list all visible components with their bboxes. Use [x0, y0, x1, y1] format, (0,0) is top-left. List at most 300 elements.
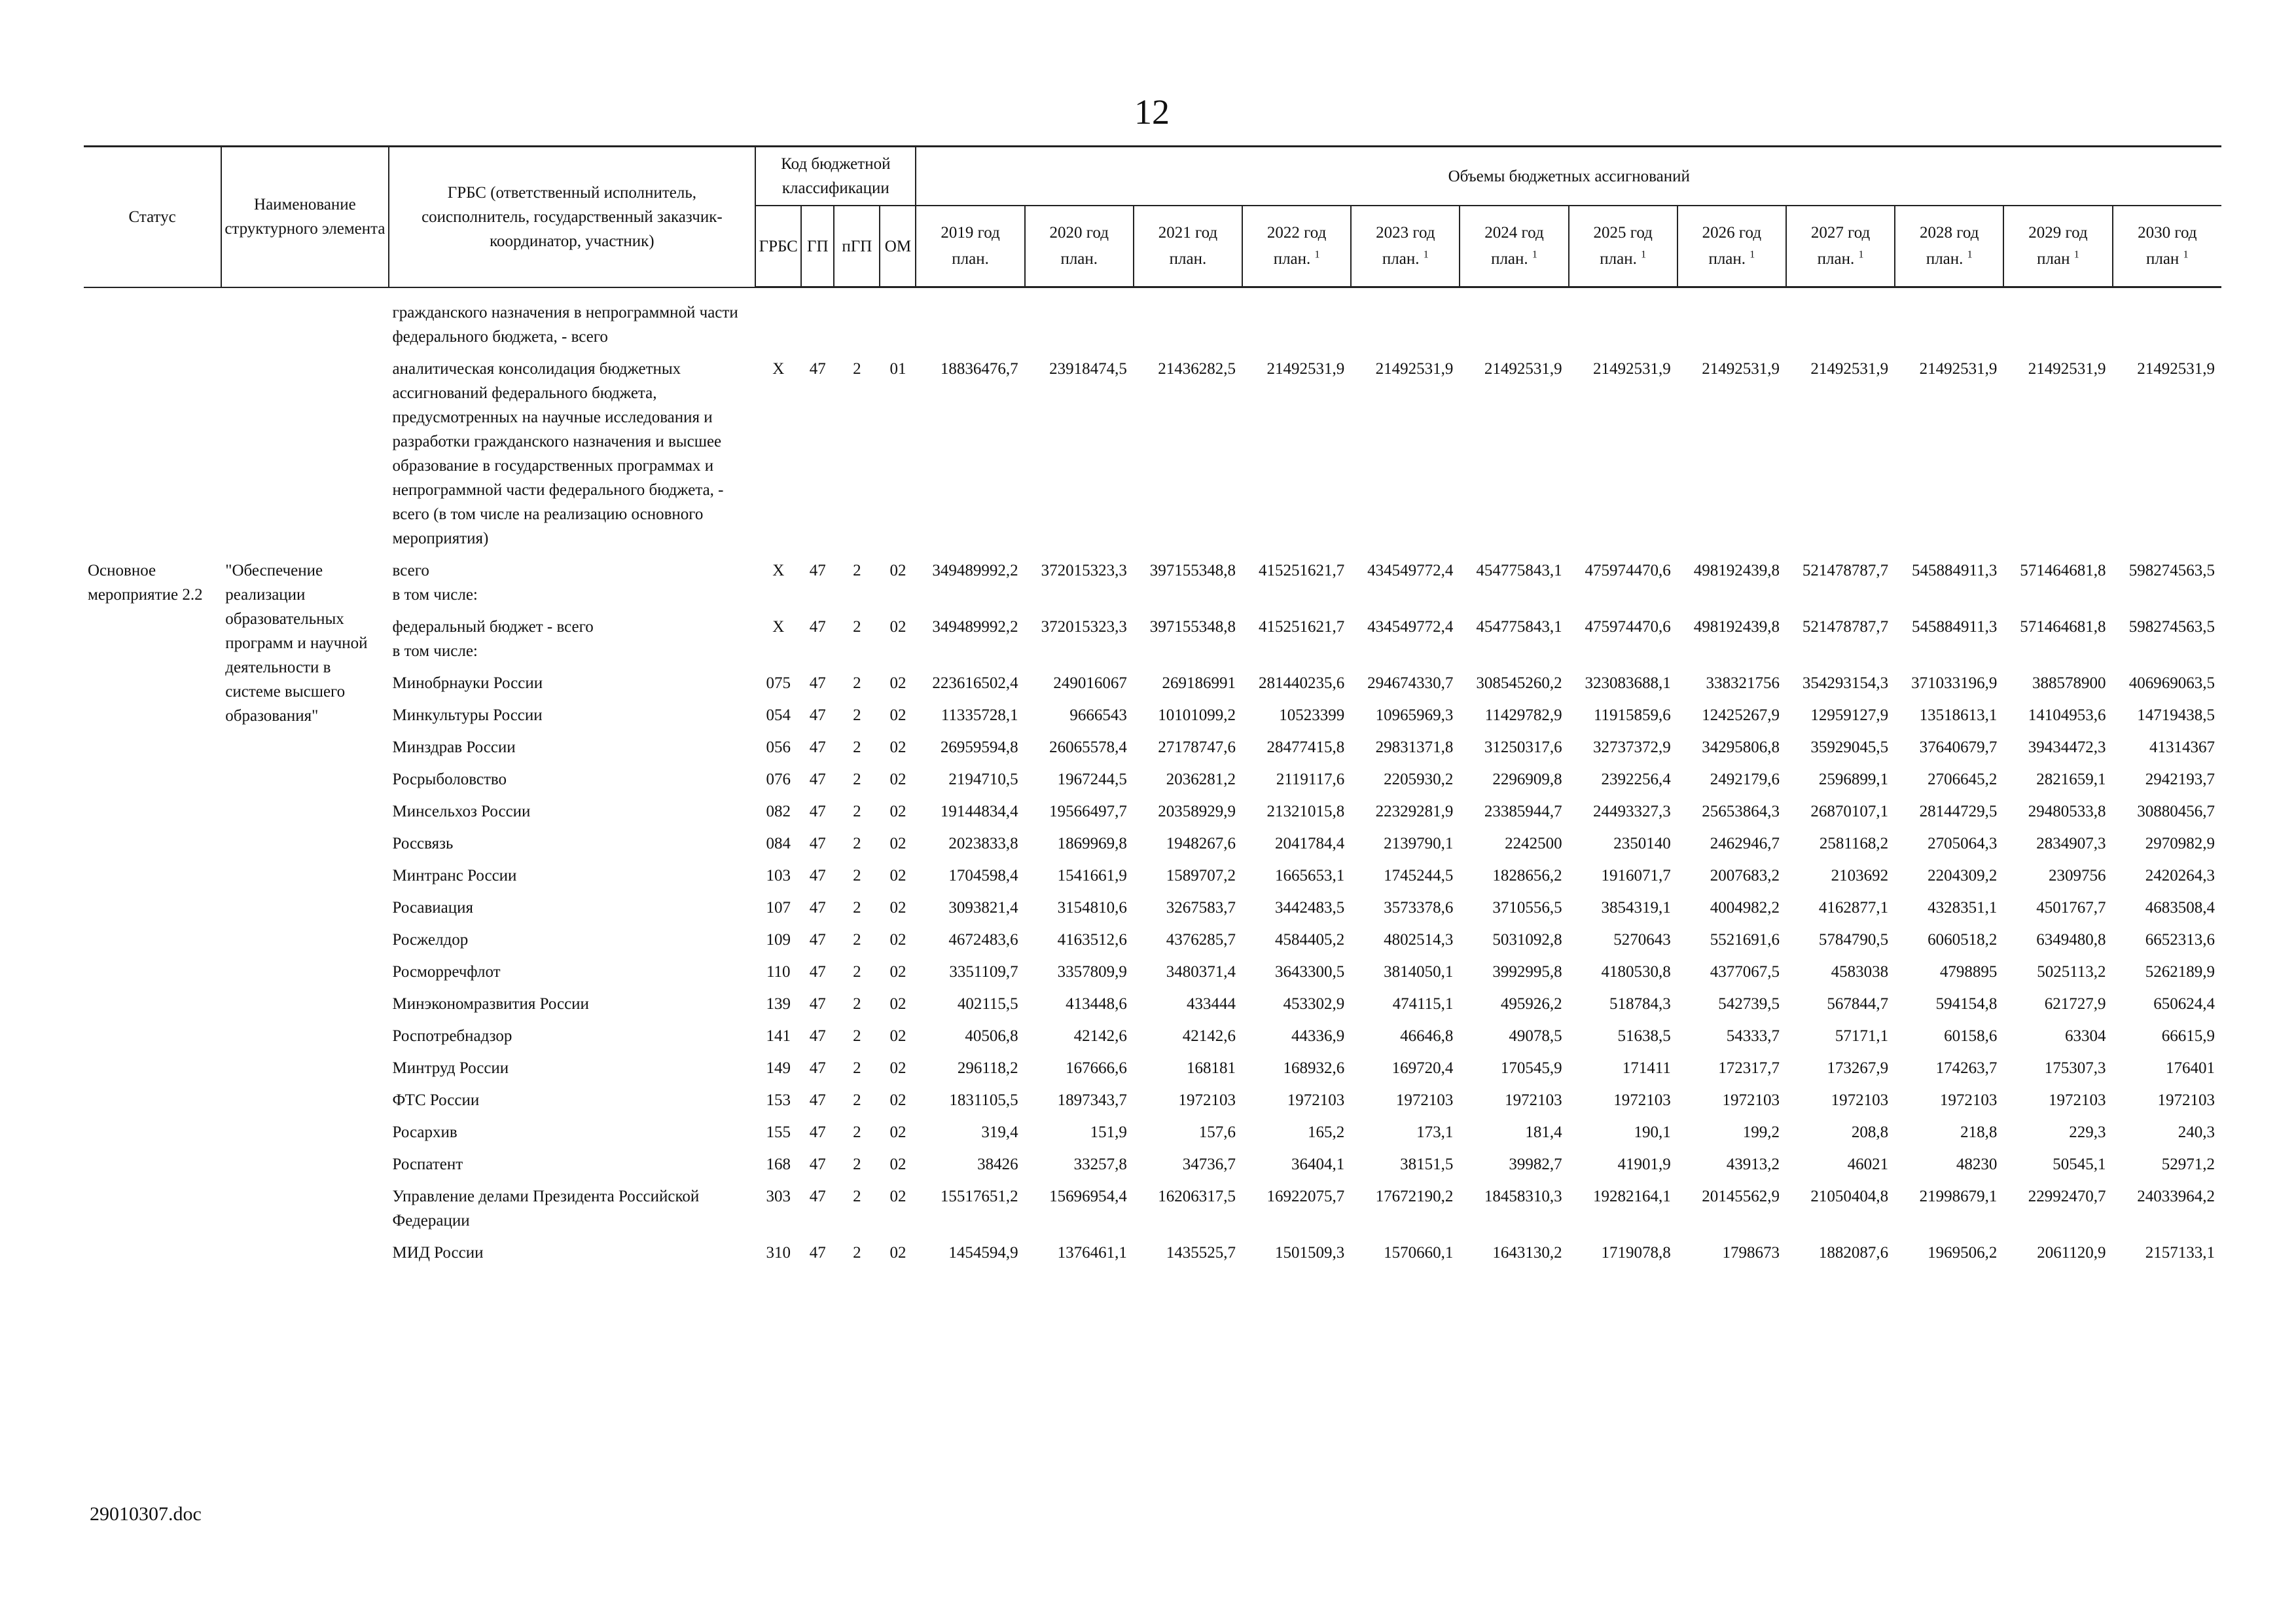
value-cell: 415251621,7	[1258, 618, 1345, 636]
value-cell: 12425267,9	[1702, 706, 1780, 724]
element-name-cell	[221, 1180, 388, 1236]
value-cell: 3814050,1	[1384, 963, 1454, 981]
code-cell: 02	[889, 1244, 906, 1262]
value-cell: 349489992,2	[932, 618, 1018, 636]
page-number: 12	[1134, 92, 1170, 132]
element-name-cell: "Обеспечение реализации образовательных программ и научной деятельности в системе высшего образования"	[225, 562, 368, 725]
value-cell: 3267583,7	[1166, 899, 1236, 917]
header-year-label: 2028 год	[1920, 224, 1979, 242]
value-cell: 44336,9	[1291, 1027, 1345, 1045]
code-cell: 2	[853, 867, 861, 884]
value-cell: 650624,4	[2153, 995, 2215, 1013]
value-cell: 2103692	[1831, 867, 1889, 884]
value-cell: 1501509,3	[1274, 1244, 1345, 1262]
table-row	[84, 699, 2221, 731]
value-cell: 2242500	[1505, 835, 1562, 852]
value-cell: 4328351,1	[1928, 899, 1998, 917]
value-cell: 406969063,5	[2128, 674, 2215, 692]
value-cell: 1798673	[1722, 1244, 1780, 1262]
status-cell	[84, 891, 221, 923]
header-code-pgp: пГП	[834, 206, 880, 287]
value-cell: 598274563,5	[2128, 562, 2215, 579]
status-cell	[84, 610, 221, 666]
code-cell: 02	[889, 1059, 906, 1077]
grbs-cell	[389, 827, 756, 859]
value-cell: 1972103	[1831, 1091, 1889, 1109]
value-cell: 402115,5	[957, 995, 1018, 1013]
value-cell: 5262189,9	[2145, 963, 2215, 981]
value-cell: 14104953,6	[2028, 706, 2106, 724]
header-year-label: 2021 год	[1158, 224, 1218, 242]
value-cell: 4798895	[1939, 963, 1998, 981]
value-cell: 171411	[1622, 1059, 1671, 1077]
status-cell	[84, 923, 221, 955]
header-plan-label: план	[2145, 250, 2179, 268]
value-cell: 308545260,2	[1476, 674, 1562, 692]
element-name-cell	[221, 1084, 388, 1116]
header-year-label: 2027 год	[1810, 224, 1871, 242]
grbs-cell	[389, 987, 756, 1019]
value-cell: 372015323,3	[1041, 618, 1127, 636]
status-cell	[84, 1236, 221, 1268]
value-cell: 10101099,2	[1158, 706, 1236, 724]
status-cell	[84, 352, 221, 554]
table-row	[84, 1236, 2221, 1268]
value-cell: 240,3	[2178, 1123, 2215, 1141]
grbs-cell	[389, 1019, 756, 1051]
header-year-2019	[916, 206, 1024, 287]
value-cell: 3643300,5	[1274, 963, 1345, 981]
code-cell: 47	[809, 931, 826, 949]
code-cell: X	[772, 562, 785, 579]
value-cell: 4162877,1	[1818, 899, 1889, 917]
value-cell: 521478787,7	[1802, 618, 1889, 636]
grbs-cell	[389, 554, 756, 610]
code-cell: 47	[809, 1244, 826, 1262]
code-cell: 2	[853, 803, 861, 820]
value-cell: 2705064,3	[1928, 835, 1998, 852]
code-cell: 2	[853, 674, 861, 692]
value-cell	[1025, 296, 1134, 352]
table-row	[84, 666, 2221, 699]
value-cell: 151,9	[1090, 1123, 1127, 1141]
status-cell	[84, 666, 221, 699]
value-cell: 2205930,2	[1384, 771, 1454, 788]
value-cell: 2581168,2	[1819, 835, 1889, 852]
value-cell: 269186991	[1162, 674, 1236, 692]
value-cell: 2296909,8	[1492, 771, 1562, 788]
grbs-label: гражданского назначения в непрограммной части федерального бюджета, - всего	[392, 304, 738, 346]
value-cell: 1972103	[1505, 1091, 1562, 1109]
grbs-cell	[389, 352, 756, 554]
value-cell: 2139790,1	[1384, 835, 1454, 852]
value-cell: 36404,1	[1291, 1156, 1345, 1173]
value-cell	[1895, 296, 2003, 352]
code-cell: 02	[889, 995, 906, 1013]
value-cell: 3854319,1	[1601, 899, 1671, 917]
code-cell: 075	[766, 674, 791, 692]
table-row	[84, 1180, 2221, 1236]
table-row	[84, 610, 2221, 666]
value-cell: 190,1	[1634, 1123, 1671, 1141]
grbs-label: Россвязь	[392, 835, 454, 852]
code-cell: 47	[809, 803, 826, 820]
value-cell: 5025113,2	[2037, 963, 2106, 981]
table-row	[84, 923, 2221, 955]
code-cell: 47	[809, 674, 826, 692]
value-cell: 3573378,6	[1384, 899, 1454, 917]
code-cell: 153	[766, 1091, 791, 1109]
value-cell: 474115,1	[1392, 995, 1454, 1013]
code-cell: 02	[889, 739, 906, 756]
value-cell: 15517651,2	[940, 1188, 1018, 1205]
value-cell: 1828656,2	[1492, 867, 1562, 884]
value-cell: 1972103	[2049, 1091, 2106, 1109]
header-year-label: 2030 год	[2138, 224, 2197, 242]
value-cell: 453302,9	[1283, 995, 1345, 1013]
code-cell: 02	[889, 803, 906, 820]
value-cell: 1541661,9	[1057, 867, 1127, 884]
status-cell	[84, 296, 221, 352]
header-year-2021	[1134, 206, 1242, 287]
value-cell: 1916071,7	[1601, 867, 1671, 884]
value-cell: 223616502,4	[932, 674, 1018, 692]
value-cell: 199,2	[1742, 1123, 1780, 1141]
footnote-mark: 1	[1749, 249, 1755, 261]
value-cell: 571464681,8	[2020, 618, 2106, 636]
element-name-cell	[221, 795, 388, 827]
value-cell: 1972103	[1613, 1091, 1671, 1109]
grbs-label: Минсельхоз России	[392, 803, 531, 820]
value-cell: 249016067	[1053, 674, 1127, 692]
budget-table	[84, 145, 2221, 1268]
grbs-label: Минкультуры России	[392, 706, 543, 724]
footnote-mark: 1	[1532, 249, 1537, 261]
value-cell: 542739,5	[1718, 995, 1780, 1013]
value-cell: 1972103	[1178, 1091, 1236, 1109]
value-cell: 1967244,5	[1057, 771, 1127, 788]
value-cell: 218,8	[1960, 1123, 1998, 1141]
value-cell: 1570660,1	[1384, 1244, 1454, 1262]
value-cell: 1704598,4	[948, 867, 1018, 884]
code-cell: 47	[809, 562, 826, 579]
value-cell: 43913,2	[1726, 1156, 1780, 1173]
code-cell: 155	[766, 1123, 791, 1141]
header-plan-label: план.	[1600, 250, 1637, 268]
code-cell: 2	[853, 1059, 861, 1077]
table-row	[84, 1084, 2221, 1116]
code-cell: 2	[853, 963, 861, 981]
value-cell: 5270643	[1613, 931, 1671, 949]
grbs-cell	[389, 1148, 756, 1180]
header-code-gp: ГП	[801, 206, 834, 287]
value-cell: 2492179,6	[1710, 771, 1780, 788]
value-cell: 10523399	[1279, 706, 1345, 724]
value-cell: 338321756	[1706, 674, 1780, 692]
code-cell: X	[772, 360, 785, 378]
grbs-cell	[389, 1051, 756, 1084]
element-name-cell	[221, 1236, 388, 1268]
value-cell: 21436282,5	[1158, 360, 1236, 378]
value-cell: 52971,2	[2161, 1156, 2215, 1173]
value-cell: 22329281,9	[1375, 803, 1454, 820]
code-cell: X	[772, 618, 785, 636]
table-row	[84, 859, 2221, 891]
status-cell	[84, 987, 221, 1019]
value-cell: 21321015,8	[1266, 803, 1345, 820]
table-row	[84, 352, 2221, 554]
header-year-label: 2029 год	[2028, 224, 2088, 242]
table-row	[84, 731, 2221, 763]
value-cell: 39982,7	[1509, 1156, 1562, 1173]
code-cell: 103	[766, 867, 791, 884]
header-status: Статус	[84, 147, 221, 287]
code-cell: 2	[853, 1188, 861, 1205]
grbs-sublabel: в том числе:	[392, 642, 478, 660]
value-cell: 10965969,3	[1375, 706, 1454, 724]
value-cell	[1134, 296, 1242, 352]
status-cell	[84, 731, 221, 763]
value-cell: 2204309,2	[1928, 867, 1998, 884]
status-cell	[84, 763, 221, 795]
table-row	[84, 1051, 2221, 1084]
status-cell	[84, 1148, 221, 1180]
value-cell: 23918474,5	[1049, 360, 1127, 378]
code-cell: 2	[853, 1027, 861, 1045]
header-plan-label: план.	[952, 250, 989, 268]
value-cell: 2194710,5	[948, 771, 1018, 788]
value-cell: 16922075,7	[1266, 1188, 1345, 1205]
value-cell: 169720,4	[1391, 1059, 1454, 1077]
value-cell: 24033964,2	[2137, 1188, 2215, 1205]
value-cell: 2706645,2	[1928, 771, 1998, 788]
value-cell: 21492531,9	[1810, 360, 1889, 378]
grbs-label: Минэкономразвития России	[392, 995, 589, 1013]
table-row	[84, 827, 2221, 859]
grbs-cell	[389, 859, 756, 891]
value-cell: 26870107,1	[1810, 803, 1889, 820]
status-cell	[84, 1051, 221, 1084]
code-cell: 2	[853, 771, 861, 788]
value-cell: 40506,8	[965, 1027, 1018, 1045]
code-cell: 47	[809, 867, 826, 884]
grbs-cell	[389, 795, 756, 827]
status-cell: Основное мероприятие 2.2	[88, 562, 203, 604]
header-name: Наименование структурного элемента	[221, 147, 388, 287]
value-cell: 29480533,8	[2028, 803, 2106, 820]
value-cell: 170545,9	[1500, 1059, 1562, 1077]
value-cell: 63304	[2065, 1027, 2106, 1045]
code-cell: 168	[766, 1156, 791, 1173]
header-year-label: 2022 год	[1266, 224, 1327, 242]
value-cell: 168181	[1187, 1059, 1236, 1077]
value-cell: 2392256,4	[1601, 771, 1671, 788]
element-name-cell	[221, 1148, 388, 1180]
value-cell: 19282164,1	[1593, 1188, 1671, 1205]
header-plan-label: план.	[1817, 250, 1855, 268]
code-cell: 084	[766, 835, 791, 852]
value-cell: 176401	[2166, 1059, 2215, 1077]
grbs-label: Росархив	[392, 1123, 457, 1141]
code-cell: 02	[889, 867, 906, 884]
value-cell: 498192439,8	[1693, 562, 1780, 579]
value-cell: 2119117,6	[1276, 771, 1345, 788]
value-cell: 413448,6	[1066, 995, 1127, 1013]
code-cell: 02	[889, 1091, 906, 1109]
value-cell: 349489992,2	[932, 562, 1018, 579]
header-plan-label: план	[2037, 250, 2070, 268]
value-cell: 454775843,1	[1476, 618, 1562, 636]
value-cell: 2462946,7	[1710, 835, 1780, 852]
code-cell: 2	[853, 739, 861, 756]
status-cell	[84, 955, 221, 987]
grbs-cell	[389, 666, 756, 699]
code-cell: 02	[889, 1156, 906, 1173]
code-cell	[801, 296, 834, 352]
code-cell: 02	[889, 674, 906, 692]
value-cell: 388578900	[2032, 674, 2106, 692]
header-year-2030	[2113, 206, 2221, 287]
status-cell	[84, 827, 221, 859]
header-plan-label: план.	[1708, 250, 1746, 268]
value-cell: 1665653,1	[1274, 867, 1345, 884]
code-cell: 47	[809, 1156, 826, 1173]
value-cell: 1869969,8	[1057, 835, 1127, 852]
value-cell: 3710556,5	[1492, 899, 1562, 917]
value-cell: 21492531,9	[2137, 360, 2215, 378]
value-cell	[2113, 296, 2221, 352]
header-code-om: ОМ	[880, 206, 916, 287]
header-year-label: 2020 год	[1049, 224, 1109, 242]
header-year-2027	[1786, 206, 1895, 287]
value-cell: 6060518,2	[1928, 931, 1998, 949]
value-cell: 1435525,7	[1166, 1244, 1236, 1262]
value-cell: 4377067,5	[1710, 963, 1780, 981]
value-cell: 397155348,8	[1149, 618, 1236, 636]
value-cell: 475974470,6	[1585, 562, 1671, 579]
value-cell: 41901,9	[1617, 1156, 1671, 1173]
value-cell: 1882087,6	[1818, 1244, 1889, 1262]
value-cell: 23385944,7	[1484, 803, 1562, 820]
value-cell: 1969506,2	[1928, 1244, 1998, 1262]
value-cell: 2821659,1	[2036, 771, 2106, 788]
value-cell: 21050404,8	[1810, 1188, 1889, 1205]
value-cell: 1972103	[1722, 1091, 1780, 1109]
value-cell: 434549772,4	[1367, 618, 1454, 636]
value-cell: 57171,1	[1835, 1027, 1889, 1045]
grbs-label: Росавиация	[392, 899, 473, 917]
value-cell: 21492531,9	[1702, 360, 1780, 378]
grbs-label: Росжелдор	[392, 931, 469, 949]
status-cell	[84, 1116, 221, 1148]
value-cell: 168932,6	[1283, 1059, 1345, 1077]
header-year-2020	[1025, 206, 1134, 287]
value-cell: 1719078,8	[1601, 1244, 1671, 1262]
code-cell: 2	[853, 1244, 861, 1262]
code-cell: 082	[766, 803, 791, 820]
value-cell: 11429782,9	[1484, 706, 1562, 724]
value-cell: 521478787,7	[1802, 562, 1889, 579]
value-cell: 12959127,9	[1810, 706, 1889, 724]
grbs-label: Минтруд России	[392, 1059, 509, 1077]
grbs-cell	[389, 610, 756, 666]
value-cell: 21492531,9	[1484, 360, 1562, 378]
value-cell: 14719438,5	[2137, 706, 2215, 724]
value-cell: 1831105,5	[949, 1091, 1018, 1109]
table-header	[84, 147, 2221, 287]
grbs-label: ФТС России	[392, 1091, 480, 1109]
value-cell: 35929045,5	[1810, 739, 1889, 756]
value-cell: 16206317,5	[1158, 1188, 1236, 1205]
code-cell: 2	[853, 562, 861, 579]
element-name-cell	[221, 827, 388, 859]
value-cell: 433444	[1187, 995, 1236, 1013]
value-cell: 495926,2	[1500, 995, 1562, 1013]
value-cell: 354293154,3	[1802, 674, 1889, 692]
value-cell: 181,4	[1525, 1123, 1562, 1141]
value-cell: 38426	[977, 1156, 1018, 1173]
value-cell: 4672483,6	[948, 931, 1018, 949]
value-cell: 3351109,7	[949, 963, 1018, 981]
value-cell: 11915859,6	[1593, 706, 1671, 724]
value-cell: 2023833,8	[948, 835, 1018, 852]
value-cell: 2970982,9	[2145, 835, 2215, 852]
footnote-mark: 1	[1858, 249, 1864, 261]
value-cell: 31250317,6	[1484, 739, 1562, 756]
value-cell: 24493327,3	[1593, 803, 1671, 820]
value-cell: 371033196,9	[1911, 674, 1998, 692]
value-cell: 28477415,8	[1266, 739, 1345, 756]
value-cell: 1454594,9	[948, 1244, 1018, 1262]
value-cell: 29831371,8	[1375, 739, 1454, 756]
value-cell: 11335728,1	[941, 706, 1018, 724]
value-cell: 2007683,2	[1710, 867, 1780, 884]
grbs-cell	[389, 699, 756, 731]
code-cell: 47	[809, 360, 826, 378]
table-row	[84, 955, 2221, 987]
value-cell: 19144834,4	[940, 803, 1018, 820]
code-cell: 2	[853, 1156, 861, 1173]
value-cell: 518784,3	[1609, 995, 1671, 1013]
value-cell: 54333,7	[1726, 1027, 1780, 1045]
code-cell: 47	[809, 1123, 826, 1141]
value-cell: 21492531,9	[1266, 360, 1345, 378]
header-year-2023	[1351, 206, 1460, 287]
value-cell: 42142,6	[1073, 1027, 1127, 1045]
code-cell: 02	[889, 963, 906, 981]
grbs-label: Роспатент	[392, 1156, 463, 1173]
table-row	[84, 296, 2221, 352]
code-cell: 47	[809, 1027, 826, 1045]
value-cell: 415251621,7	[1258, 562, 1345, 579]
grbs-cell	[389, 1084, 756, 1116]
value-cell: 3154810,6	[1057, 899, 1127, 917]
value-cell: 294674330,7	[1367, 674, 1454, 692]
value-cell: 21492531,9	[1593, 360, 1671, 378]
element-name-cell	[221, 987, 388, 1019]
value-cell: 21492531,9	[2028, 360, 2106, 378]
value-cell: 1972103	[1939, 1091, 1998, 1109]
value-cell: 2420264,3	[2145, 867, 2215, 884]
code-cell: 47	[809, 1091, 826, 1109]
value-cell: 2041784,4	[1274, 835, 1345, 852]
value-cell: 60158,6	[1944, 1027, 1998, 1045]
grbs-cell	[389, 1180, 756, 1236]
value-cell: 4802514,3	[1384, 931, 1454, 949]
grbs-label: Росрыболовство	[392, 771, 507, 788]
value-cell: 173,1	[1416, 1123, 1454, 1141]
code-cell: 056	[766, 739, 791, 756]
